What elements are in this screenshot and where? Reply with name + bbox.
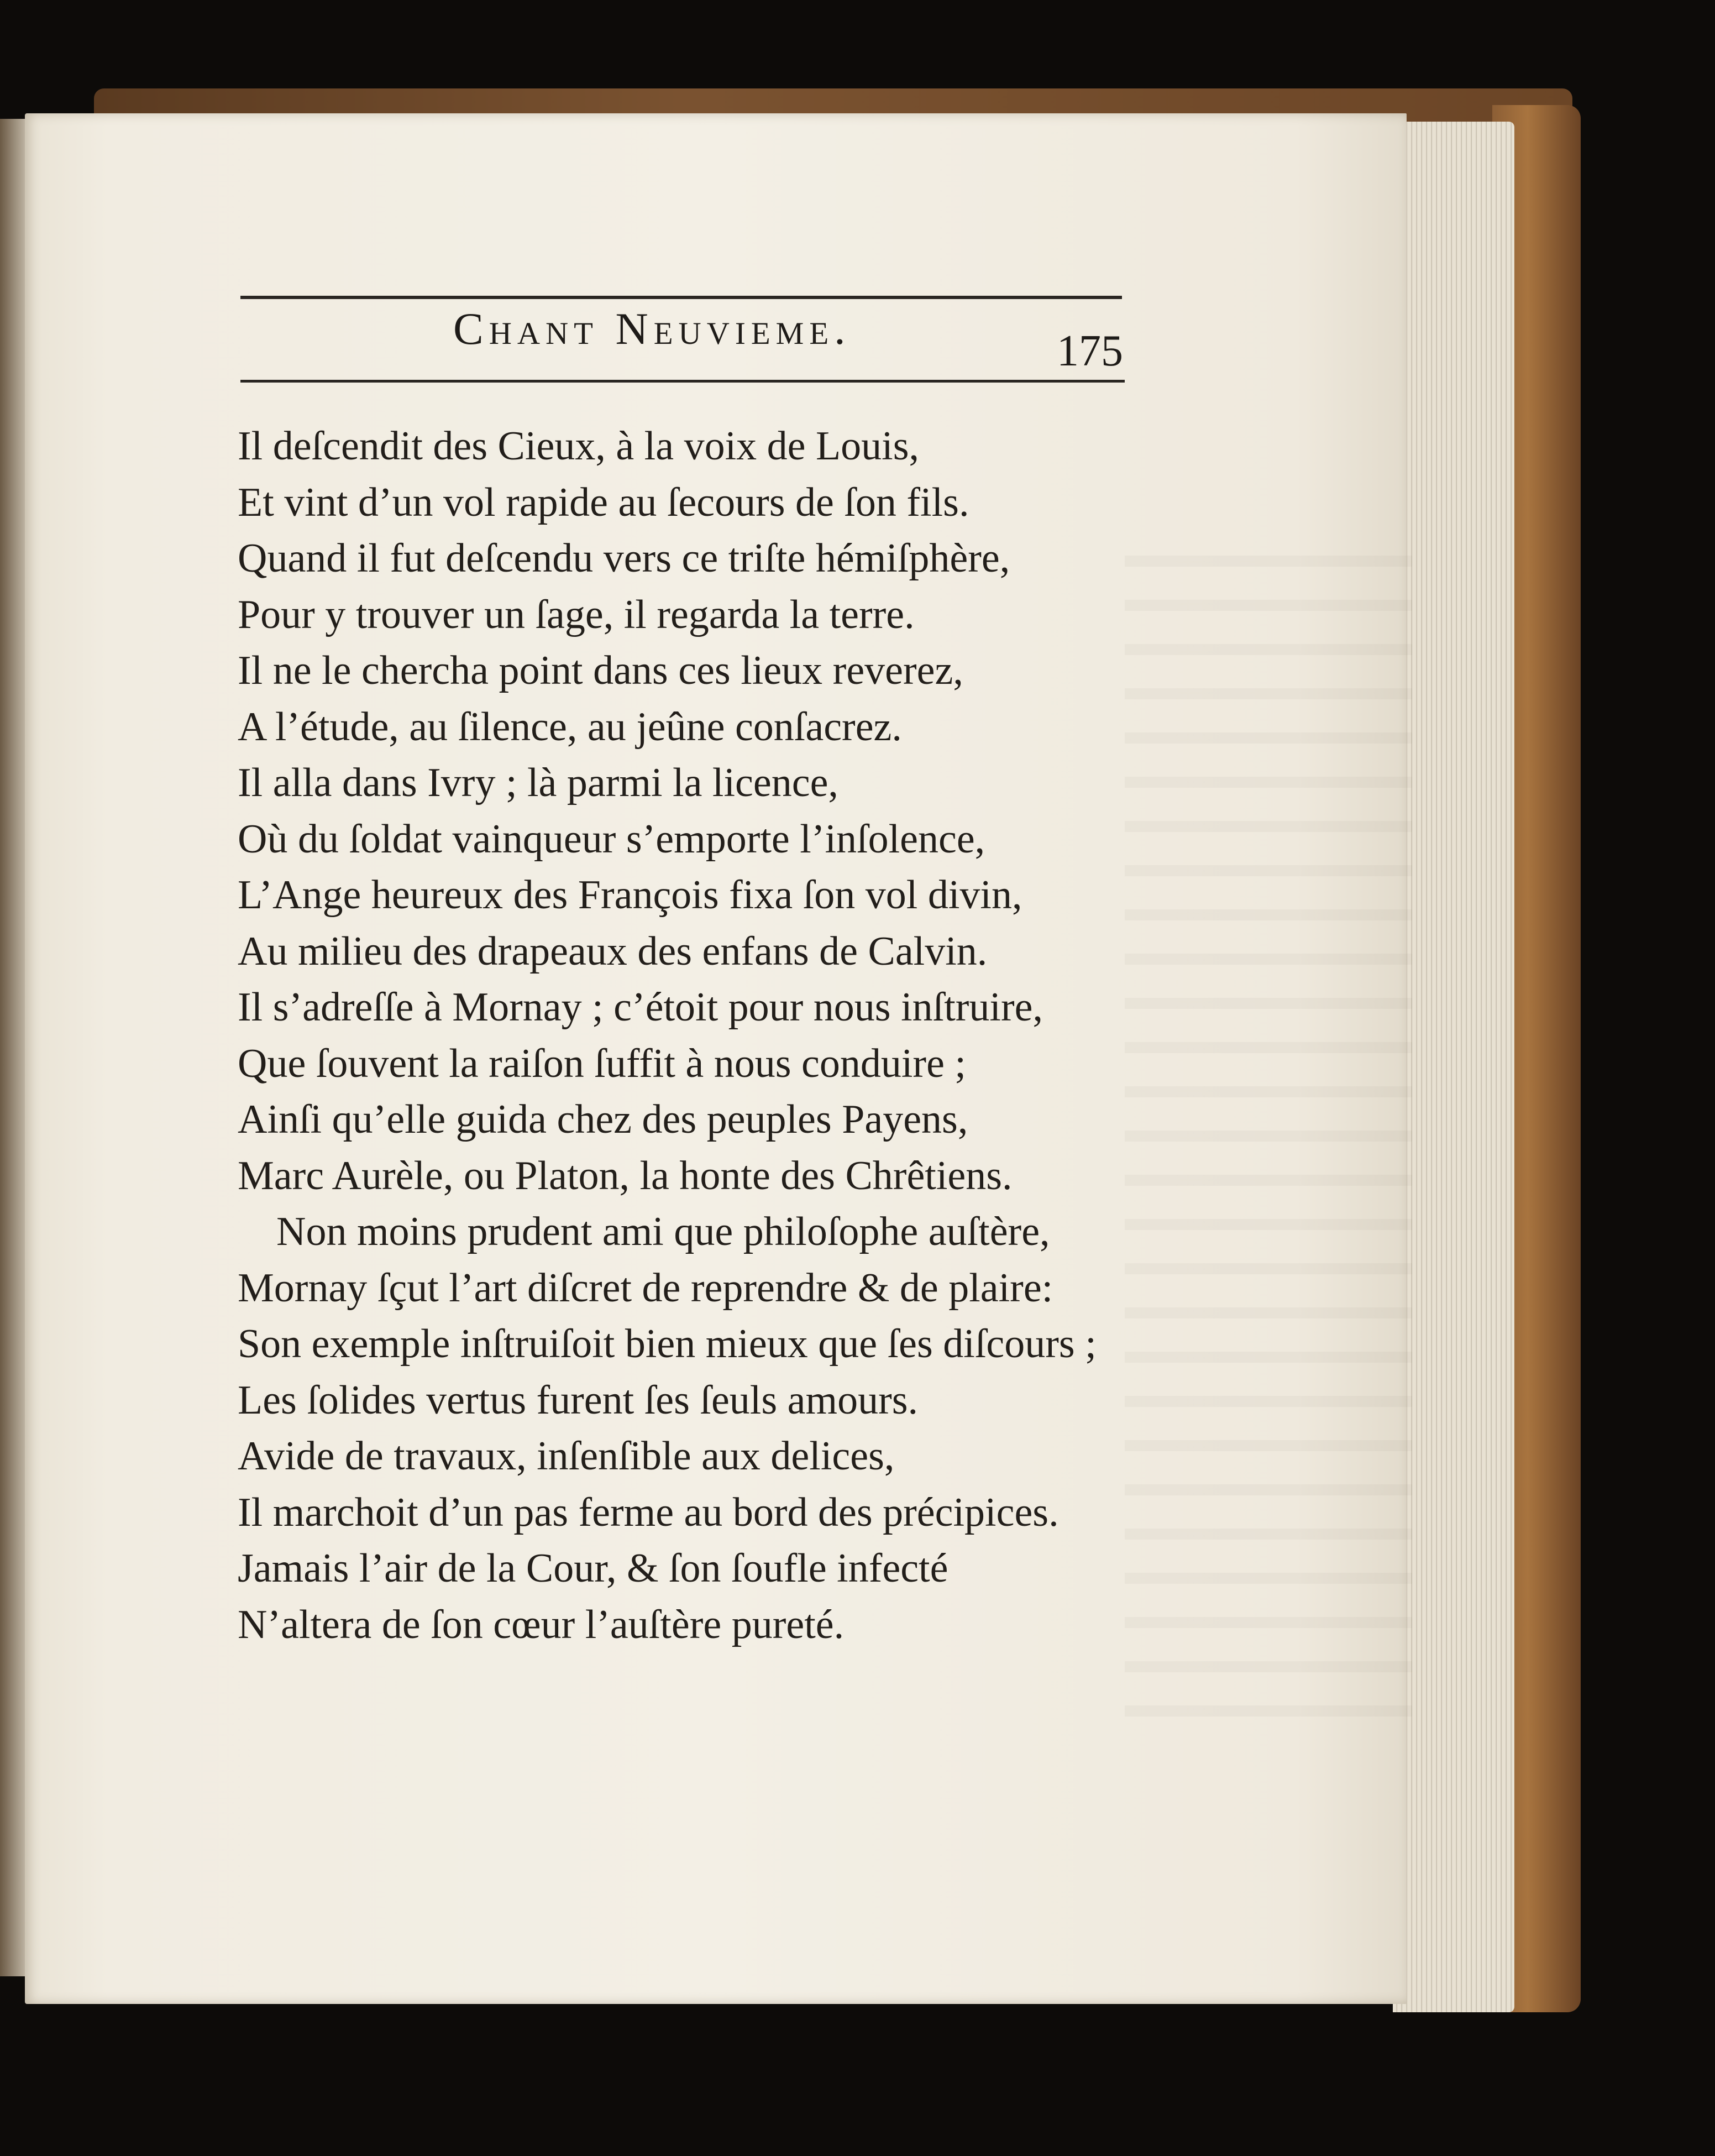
- verse-line: Il deſcendit des Cieux, à la voix de Louis,: [238, 423, 920, 469]
- show-through-text: [1125, 522, 1412, 1739]
- verse-line: Mornay ſçut l’art diſcret de reprendre & de plaire:: [238, 1265, 1053, 1311]
- verse-line: Avide de travaux, inſenſible aux delices,: [238, 1433, 895, 1479]
- verse-line: Au milieu des drapeaux des enfans de Calvin.: [238, 929, 988, 974]
- verse-line: Quand il fut deſcendu vers ce triſte hémiſphère,: [238, 536, 1010, 581]
- verse-line: Et vint d’un vol rapide au ſecours de ſon fils.: [238, 480, 969, 525]
- page-number: 175: [1057, 327, 1123, 375]
- header-rule-bottom: [240, 380, 1125, 383]
- verse-line: Ainſi qu’elle guida chez des peuples Payens,: [238, 1097, 968, 1142]
- verse-line: Où du ſoldat vainqueur s’emporte l’inſolence,: [238, 817, 985, 862]
- verse-line: Il ne le chercha point dans ces lieux reverez,: [238, 648, 963, 693]
- verse-line: Marc Aurèle, ou Platon, la honte des Chrêtiens.: [238, 1153, 1013, 1199]
- verse-line: Son exemple inſtruiſoit bien mieux que ſes diſcours ;: [238, 1321, 1097, 1367]
- running-title: Chant Neuvieme.: [453, 303, 851, 354]
- verse-line: N’altera de ſon cœur l’auſtère pureté.: [238, 1602, 845, 1647]
- verse-line: Les ſolides vertus furent ſes ſeuls amours.: [238, 1378, 919, 1423]
- verse-line: Non moins prudent ami que philoſophe auſtère,: [276, 1209, 1050, 1254]
- verse-line: A l’étude, au ſilence, au jeûne conſacrez.: [238, 704, 902, 750]
- verse-line: Il alla dans Ivry ; là parmi la licence,: [238, 760, 838, 805]
- verse-line: Il s’adreſſe à Mornay ; c’étoit pour nous inſtruire,: [238, 985, 1043, 1030]
- verse-line: Jamais l’air de la Cour, & ſon ſoufle infecté: [238, 1546, 948, 1591]
- verse-line: L’Ange heureux des François fixa ſon vol divin,: [238, 872, 1022, 918]
- header-rule-top: [240, 296, 1122, 299]
- verse-line: Il marchoit d’un pas ferme au bord des précipices.: [238, 1490, 1059, 1535]
- verse-line: Pour y trouver un ſage, il regarda la terre.: [238, 592, 915, 637]
- verse-line: Que ſouvent la raiſon ſuffit à nous conduire ;: [238, 1041, 966, 1086]
